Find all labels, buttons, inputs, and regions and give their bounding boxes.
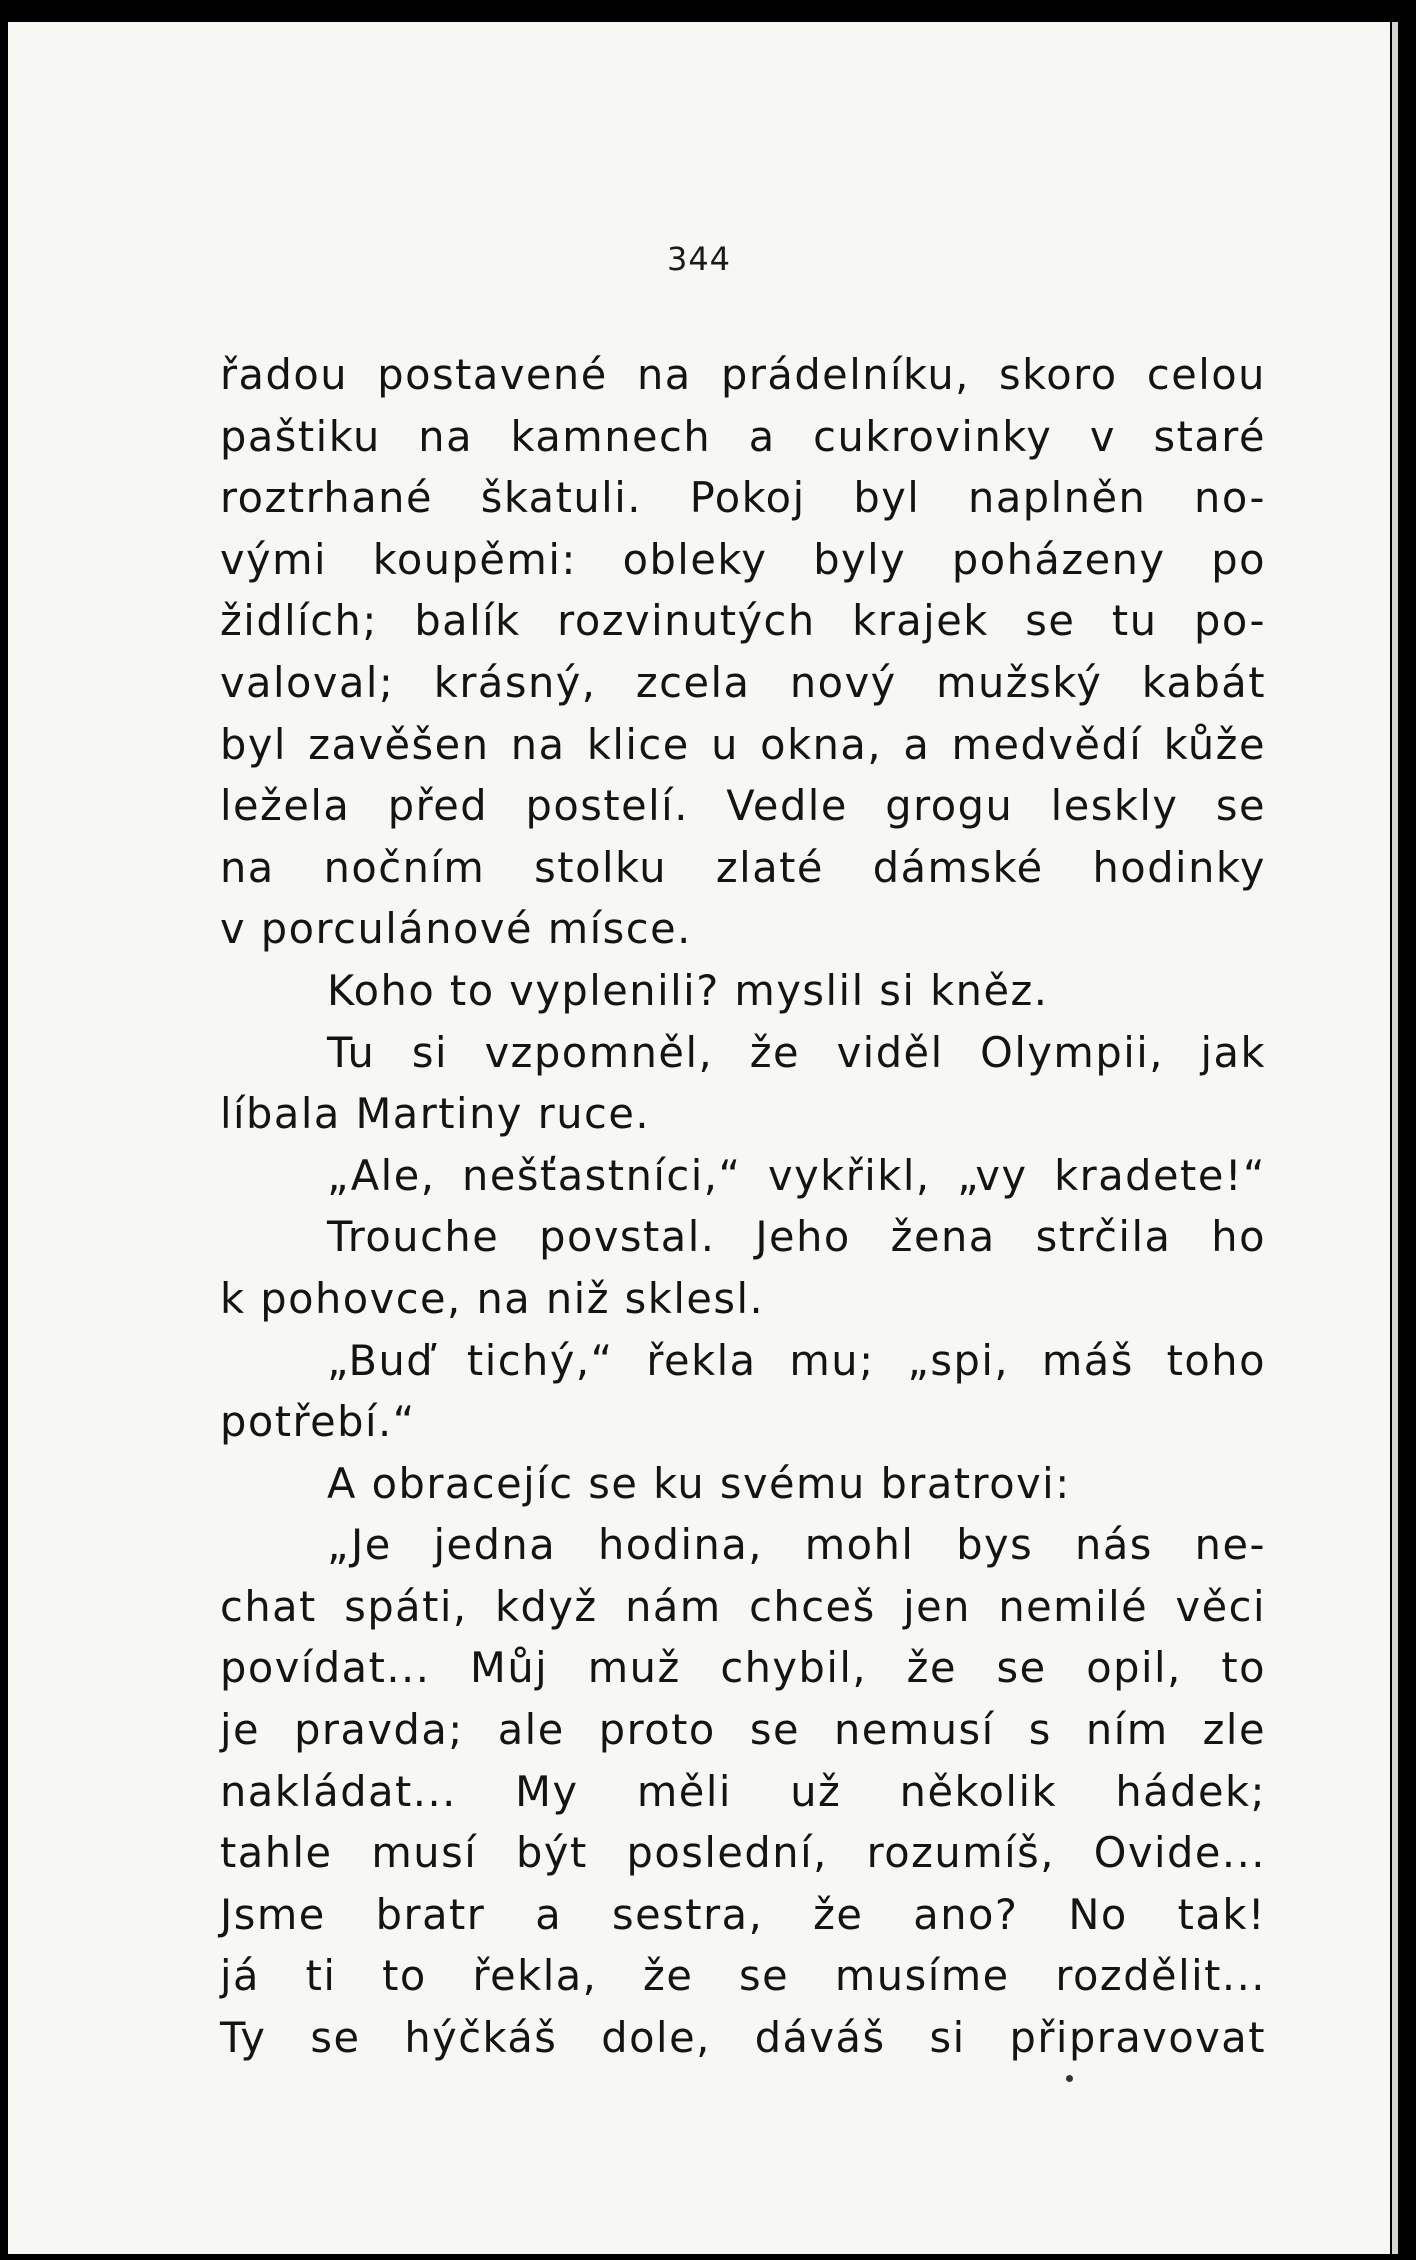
text-line: Jsme bratr a sestra, že ano? No tak! [220,1889,1266,1939]
text-line: vými koupěmi: obleky byly poházeny po [220,534,1266,584]
book-page [8,22,1390,2254]
text-line: Trouche povstal. Jeho žena strčila ho [327,1212,1266,1262]
text-line: A obracejíc se ku svému bratrovi: [327,1458,1071,1508]
page-number: 344 [666,240,732,278]
text-line: ležela před postelí. Vedle grogu leskly se [220,781,1266,831]
text-line: líbala Martiny ruce. [220,1089,651,1139]
text-line: Koho to vyplenili? myslil si kněz. [327,965,1049,1015]
text-line: „Je jedna hodina, mohl bys nás ne- [327,1520,1266,1570]
text-line: v porculánové mísce. [220,904,692,954]
text-line: židlích; balík rozvinutých krajek se tu po- [220,596,1266,646]
text-line: já ti to řekla, že se musíme rozdělit... [220,1951,1266,2001]
text-line: „Buď tichý,“ řekla mu; „spi, máš toho [327,1335,1266,1385]
text-line: na nočním stolku zlaté dámské hodinky [220,842,1266,892]
text-line: „Ale, nešťastníci,“ vykřikl, „vy kradete!“ [327,1150,1266,1200]
text-line: roztrhané škatuli. Pokoj byl naplněn no- [220,473,1266,523]
ink-speck [1066,2075,1073,2082]
text-line: k pohovce, na niž sklesl. [220,1273,765,1323]
text-line: potřebí.“ [220,1397,416,1447]
text-line: byl zavěšen na klice u okna, a medvědí kůže [220,719,1266,769]
body-text [220,344,1266,2069]
page-edge [1392,22,1398,2254]
text-line: Ty se hýčkáš dole, dáváš si připravovat [220,2013,1266,2063]
text-line: povídat... Můj muž chybil, že se opil, to [220,1643,1266,1693]
text-line: Tu si vzpomněl, že viděl Olympii, jak [327,1027,1266,1077]
text-line: paštiku na kamnech a cukrovinky v staré [220,411,1266,461]
text-line: tahle musí být poslední, rozumíš, Ovide... [220,1828,1266,1878]
text-line: nakládat... My měli už několik hádek; [220,1766,1266,1816]
text-line: chat spáti, když nám chceš jen nemilé věci [220,1581,1266,1631]
text-line: řadou postavené na prádelníku, skoro celou [220,350,1266,399]
text-line: je pravda; ale proto se nemusí s ním zle [220,1705,1266,1755]
text-line: valoval; krásný, zcela nový mužský kabát [220,657,1266,707]
